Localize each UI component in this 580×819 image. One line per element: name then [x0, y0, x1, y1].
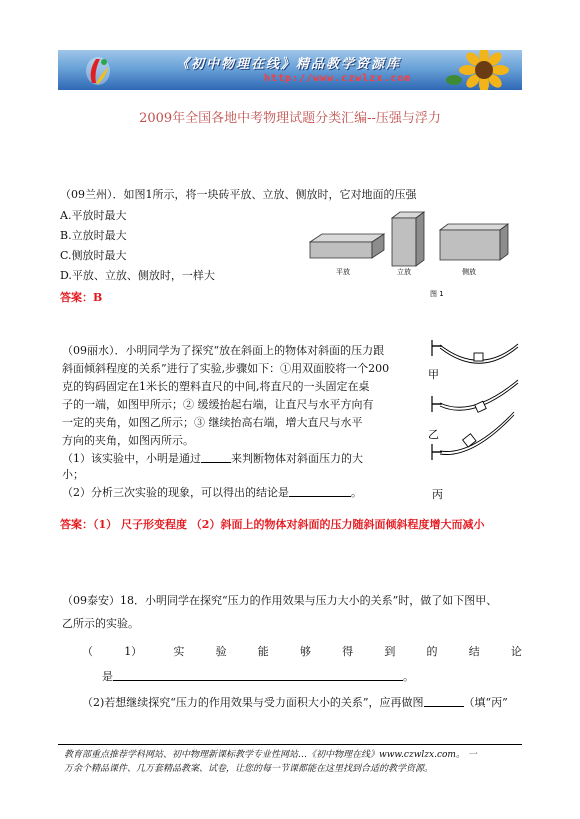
q3-sub1	[82, 643, 522, 659]
banner-url[interactable]: http://www.czwlzx.com	[264, 73, 412, 84]
q2-sub2-text-end: 。	[351, 486, 362, 499]
q3-sub1-char: （	[82, 645, 93, 658]
q2-sub1-cont: 小；	[62, 468, 84, 481]
q3-blank-1[interactable]	[113, 669, 403, 681]
q3-sub1-char: 实	[173, 645, 185, 658]
q2-sub2	[62, 484, 362, 500]
document-title: 2009年全国各地中考物理试题分类汇编--压强与浮力	[139, 111, 441, 126]
brick-label-flat: 平放	[336, 268, 350, 276]
q1-stem: （09兰州）．如图1所示，将一块砖平放、立放、侧放时，它对地面的压强	[60, 188, 417, 201]
q2-line-1: （09丽水）．小明同学为了探究“放在斜面上的物体对斜面的压力跟	[62, 344, 385, 357]
logo-icon	[84, 53, 112, 87]
q3-sub1-char: 论	[510, 645, 522, 658]
banner-title: 《初中物理在线》精品教学资源库	[176, 57, 402, 72]
header-banner	[58, 50, 522, 90]
q3-blank-2[interactable]	[424, 695, 464, 707]
q1-option-b: B.立放时最大	[60, 229, 127, 242]
q1-answer-value: B	[93, 291, 103, 304]
figure-label-bing: 丙	[432, 488, 443, 501]
q2-line-4: 子的一端，如图甲所示；② 缓缓抬起右端，让直尺与水平方向有	[62, 398, 374, 411]
q2-answer	[60, 516, 484, 532]
brick-label-side: 侧放	[462, 268, 476, 276]
q3-sub2-text: （2)若想继续探究“压力的作用效果与受力面积大小的关系”，应再做图	[82, 696, 424, 709]
brick-label-upright: 立放	[397, 268, 411, 276]
q1-option-d: D.平放、立放、侧放时，一样大	[60, 269, 215, 282]
q3-sub2-text-end: （填“丙”	[463, 696, 508, 709]
q1-option-c: C.侧放时最大	[60, 249, 127, 262]
q3-sub1-char: 得	[342, 645, 354, 658]
q3-sub1-char: 验	[215, 645, 227, 658]
q3-sub1-cont-text: 是	[102, 670, 113, 683]
q3-sub1-char: 能	[257, 645, 269, 658]
q2-sub1-text: （1）该实验中，小明是通过	[62, 452, 201, 465]
q3-sub1-char: 够	[299, 645, 311, 658]
q2-sub2-text: （2）分析三次实验的现象，可以得出的结论是	[62, 486, 289, 499]
figure-caption: 图 1	[430, 290, 444, 298]
footer-divider	[58, 744, 522, 745]
q1-answer-label: 答案：	[60, 291, 93, 304]
q3-sub1-cont	[102, 668, 414, 684]
q3-sub1-cont-end: 。	[403, 670, 414, 683]
figure-label-yi: 乙	[428, 428, 439, 441]
q2-answer-value: （1） 尺子形变程度 （2）斜面上的物体对斜面的压力随斜面倾斜程度增大而减小	[93, 518, 485, 531]
q3-sub2	[82, 694, 508, 710]
sunflower-icon	[444, 50, 518, 90]
q1-option-a: A.平放时最大	[60, 209, 127, 222]
q2-line-3: 克的钩码固定在1米长的塑料直尺的中间,将直尺的一头固定在桌	[62, 380, 370, 393]
figure-label-jia: 甲	[428, 368, 439, 381]
q2-line-2: 斜面倾斜程度的关系”进行了实验,步骤如下：①用双面胶将一个200	[62, 362, 390, 375]
q3-sub1-char: 1）	[124, 645, 143, 658]
q2-answer-label: 答案：	[60, 518, 93, 531]
q2-blank-1[interactable]	[201, 451, 231, 463]
q2-sub1-text-end: 来判断物体对斜面压力的大	[231, 452, 363, 465]
q2-line-5: 一定的夹角，如图乙所示；③ 继续抬高右端，增大直尺与水平	[62, 416, 363, 429]
q1-answer	[60, 289, 102, 305]
q3-sub1-char: 结	[468, 645, 480, 658]
ruler-figure	[410, 334, 525, 506]
q2-blank-2[interactable]	[289, 485, 351, 497]
footer-line-1: 教育部重点推荐学科网站、初中物理新课标教学专业性网站…《初中物理在线》www.czwlzx.com。 一	[64, 750, 477, 760]
q2-line-6: 方向的夹角，如图丙所示。	[62, 434, 194, 447]
q3-stem-1: （09泰安）18．小明同学在探究“压力的作用效果与压力大小的关系”时，做了如下图甲、	[62, 594, 498, 607]
q3-sub1-char: 的	[426, 645, 438, 658]
footer-line-2: 万余个精品课件、几万套精品教案、试卷，让您的每一节课都能在这里找到合适的教学资源。	[64, 764, 434, 774]
brick-figure	[300, 208, 525, 304]
q3-sub1-char: 到	[384, 645, 396, 658]
q3-stem-2: 乙所示的实验。	[62, 617, 139, 630]
q2-sub1	[62, 450, 363, 466]
